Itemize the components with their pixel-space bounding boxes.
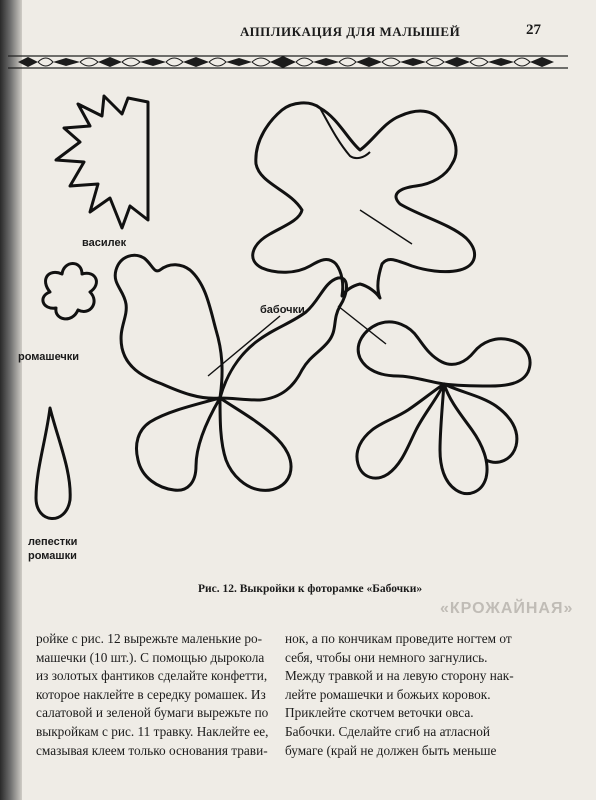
right-text-column — [285, 630, 543, 760]
running-title: АППЛИКАЦИЯ ДЛЯ МАЛЫШЕЙ — [240, 24, 461, 39]
decorative-border — [8, 52, 568, 72]
label-butterflies: бабочки — [260, 304, 305, 316]
pattern-drawing — [20, 80, 580, 600]
book-spine-shadow — [0, 0, 22, 800]
text-line: которое наклейте в середку ромашек. Из — [36, 686, 266, 702]
bleed-through-heading: «КРОЖАЙНАЯ» — [440, 600, 574, 617]
text-line: салатовой и зеленой бумаги вырежьте по — [36, 705, 269, 721]
figure-caption: Рис. 12. Выкройки к фоторамке «Бабочки» — [198, 583, 423, 595]
text-line: лейте ромашечки и божьих коровок. — [285, 686, 491, 702]
text-line: выкройкам с рис. 11 травку. Наклейте ее, — [36, 723, 269, 739]
text-line: смазывая клеем только основания трави- — [36, 742, 268, 758]
label-small-daisies: ромашечки — [18, 351, 80, 363]
page-number: 27 — [526, 22, 541, 38]
text-line: себя, чтобы они немного загнулись. — [285, 649, 488, 665]
text-line: бумаге (край не должен быть меньше — [285, 742, 497, 758]
butterfly-top-pattern — [253, 103, 475, 298]
small-daisy-pattern — [43, 264, 97, 319]
label-cornflower: василек — [82, 237, 127, 249]
butterfly-right-pattern — [358, 322, 530, 386]
text-line: машечки (10 шт.). С помощью дырокола — [36, 649, 265, 665]
figure-patterns — [20, 80, 580, 600]
left-text-column — [36, 630, 270, 760]
label-petals-line1: лепестки — [28, 536, 78, 548]
butterfly-left-pattern — [115, 255, 222, 398]
text-line: нок, а по кончикам проведите ногтем от — [285, 631, 512, 646]
text-line: Приклейте скотчем веточки овса. — [285, 705, 474, 721]
daisy-petal-pattern — [36, 408, 70, 519]
cornflower-pattern — [56, 96, 148, 228]
text-line: из золотых фантиков сделайте конфетти, — [36, 668, 268, 684]
text-line: Между травкой и на левую сторону нак- — [285, 668, 514, 684]
text-line: ройке с рис. 12 вырежьте маленькие ро- — [36, 631, 263, 646]
page-header — [0, 18, 596, 44]
label-petals-line2: ромашки — [28, 550, 77, 562]
text-line: Бабочки. Сделайте сгиб на атласной — [285, 723, 491, 739]
